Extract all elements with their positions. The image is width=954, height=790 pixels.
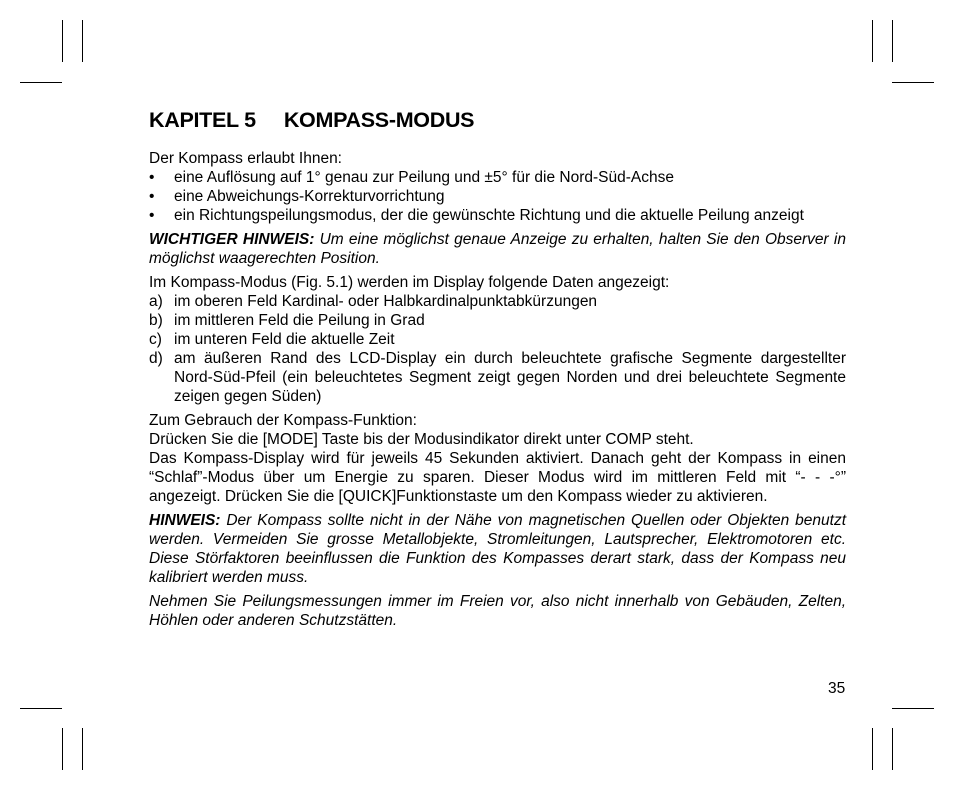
- list-item: d) am äußeren Rand des LCD-Display ein durch beleuchtete grafische Segmente dargestellter Nord-Süd-Pfeil (ein beleuchtetes Segment zeigt gegen Norden und drei beleuchtete Segmente zeigen gegen Süden): [149, 350, 846, 405]
- display-intro: Im Kompass-Modus (Fig. 5.1) werden im Display folgende Daten angezeigt:: [149, 274, 670, 291]
- list-item: c) im unteren Feld die aktuelle Zeit: [149, 331, 395, 348]
- chapter-title: [149, 108, 846, 133]
- crop-mark: [62, 728, 63, 770]
- crop-mark: [20, 82, 62, 83]
- crop-mark: [892, 708, 934, 709]
- list-item: • eine Abweichungs-Korrekturvorrichtung: [149, 188, 445, 205]
- bullet-icon: •: [149, 188, 155, 205]
- crop-mark: [892, 728, 893, 770]
- hint-note-2: Nehmen Sie Peilungsmessungen immer im Freien vor, also nicht innerhalb von Gebäuden, Zelten, Höhlen oder anderen Schutzstätten.: [149, 593, 846, 629]
- page-content: [149, 108, 846, 630]
- list-item: • eine Auflösung auf 1° genau zur Peilung und ±5° für die Nord-Süd-Achse: [149, 169, 675, 186]
- list-item: b) im mittleren Feld die Peilung in Grad: [149, 312, 425, 329]
- bullet-icon: •: [149, 169, 155, 186]
- crop-mark: [872, 728, 873, 770]
- crop-mark: [892, 82, 934, 83]
- page-number: 35: [828, 680, 846, 697]
- crop-mark: [872, 20, 873, 62]
- crop-mark: [20, 708, 62, 709]
- bullet-icon: •: [149, 207, 155, 224]
- usage-step: Drücken Sie die [MODE] Taste bis der Modusindikator direkt unter COMP steht.: [149, 431, 694, 448]
- list-item: a) im oberen Feld Kardinal- oder Halbkardinalpunktabkürzungen: [149, 293, 598, 310]
- important-note: WICHTIGER HINWEIS: Um eine möglichst genaue Anzeige zu erhalten, halten Sie den Observer in möglichst waagerechten Position.: [149, 231, 846, 267]
- crop-mark: [82, 728, 83, 770]
- list-item: • ein Richtungspeilungsmodus, der die gewünschte Richtung und die aktuelle Peilung anzeigt: [149, 207, 804, 224]
- intro-text: Der Kompass erlaubt Ihnen:: [149, 150, 342, 167]
- usage-heading: Zum Gebrauch der Kompass-Funktion:: [149, 412, 417, 429]
- crop-mark: [62, 20, 63, 62]
- chapter-name: KOMPASS-MODUS: [283, 108, 475, 132]
- crop-mark: [892, 20, 893, 62]
- chapter-number: KAPITEL 5: [149, 108, 256, 132]
- crop-mark: [82, 20, 83, 62]
- usage-description: Das Kompass-Display wird für jeweils 45 Sekunden aktiviert. Danach geht der Kompass in einen “Schlaf”-Modus über um Energie zu sparen. Dieser Modus wird im mittleren Feld mit “- - -°” angezeigt. Drücken Sie die [QUICK]Funktionstaste um den Kompass wieder zu aktivieren.: [149, 450, 846, 505]
- hint-note: HINWEIS: Der Kompass sollte nicht in der Nähe von magnetischen Quellen oder Objekten benutzt werden. Vermeiden Sie grosse Metallobjekte, Stromleitungen, Lautsprecher, Elektromotoren etc. Diese Störfaktoren beeinflussen die Funktion des Kompasses derart stark, dass der Kompass neu kalibriert werden muss.: [149, 512, 846, 586]
